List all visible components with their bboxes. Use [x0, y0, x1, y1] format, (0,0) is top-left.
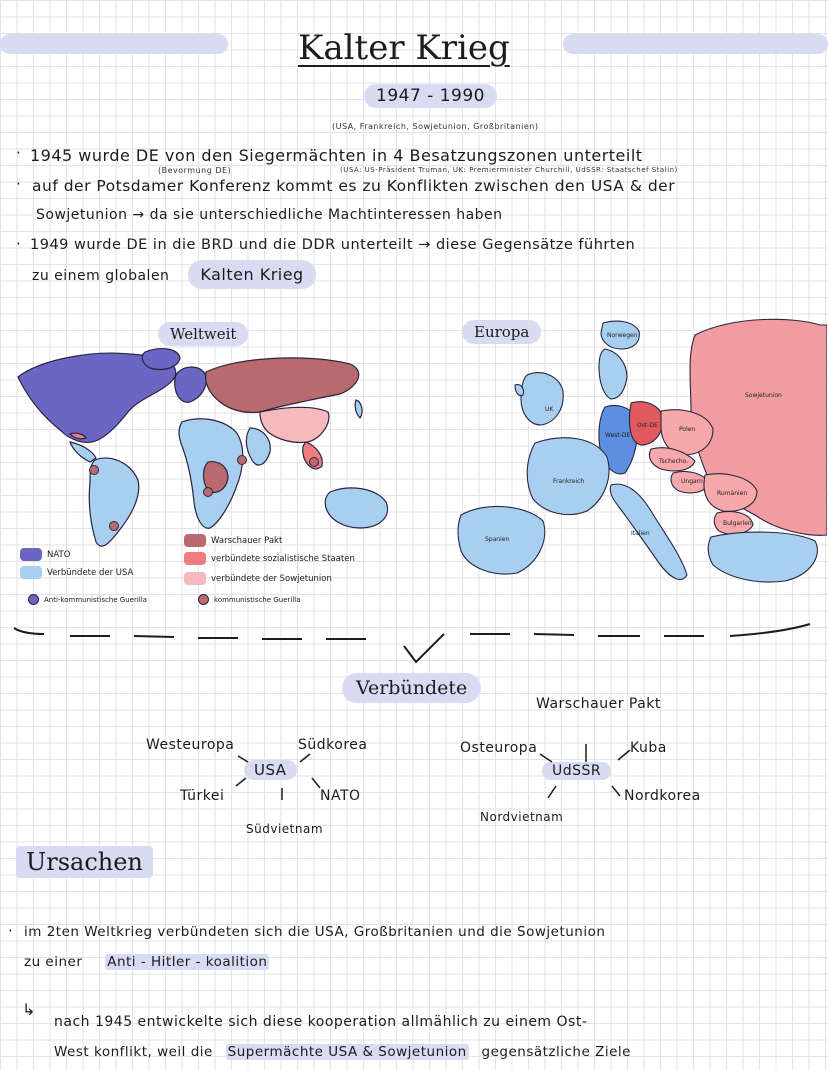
- label-ungarn: Ungarn: [681, 478, 703, 485]
- legend-usa-allies: [20, 566, 133, 579]
- japan: [355, 400, 362, 418]
- turkey-greece: [708, 532, 817, 582]
- bullet-4: ·: [8, 922, 14, 940]
- legend-usa-allies-label: Verbündete der USA: [47, 567, 134, 578]
- ursachen-line-3: nach 1945 entwickelte sich diese kooperation allmählich zu einem Ost-: [54, 1014, 588, 1030]
- legend-anti-guerilla: [28, 594, 147, 605]
- legend-komm-guerilla-label: kommunistische Guerilla: [214, 595, 301, 604]
- intro-line-3: Sowjetunion → da sie unterschiedliche Machtinteressen haben: [36, 207, 503, 223]
- komm-guerilla-dot: [198, 594, 209, 605]
- arrow-icon: ↳: [22, 1000, 36, 1019]
- central-america: [70, 442, 96, 462]
- usa-allies-swatch: [20, 566, 42, 579]
- header-deco-left: [0, 34, 228, 54]
- bullet-2: ·: [16, 175, 22, 193]
- nato-western-europe: [175, 367, 207, 402]
- node-udssr: UdSSR: [542, 762, 611, 780]
- legend-nato: [20, 548, 70, 561]
- powers-note: (USA, Frankreich, Sowjetunion, Großbritanien): [332, 122, 539, 131]
- australia: [325, 488, 387, 528]
- label-bulgarien: Bulgarien: [723, 520, 752, 527]
- warsaw-soviet: [206, 358, 359, 413]
- soviet-allies-swatch: [184, 572, 206, 585]
- node-kuba: Kuba: [630, 740, 667, 756]
- node-warschauer-pakt: Warschauer Pakt: [536, 696, 661, 712]
- allies-connectors: [0, 720, 828, 830]
- kalten-krieg-highlight: Kalten Krieg: [188, 260, 315, 289]
- europe-map-label: Europa: [462, 320, 541, 344]
- anti-hitler-highlight: Anti - Hitler - koalition: [107, 954, 268, 970]
- bullet-3: ·: [16, 235, 22, 253]
- nato-swatch: [20, 548, 42, 561]
- label-tschechoslowakei: Tschecho.: [659, 458, 689, 465]
- page-title: Kalter Krieg: [298, 28, 510, 68]
- ursachen-line-2-prefix: zu einer: [24, 954, 83, 970]
- intro-line-5: [32, 265, 316, 284]
- label-norwegen: Norwegen: [607, 332, 638, 339]
- legend-soviet-allies-label: verbündete der Sowjetunion: [211, 573, 332, 584]
- leaders-note: (USA: US-Präsident Truman, UK: Premierminister Churchill, UdSSR: Staatschef Stalin): [340, 166, 678, 174]
- legend-soviet-allies: [184, 572, 332, 585]
- node-nordvietnam: Nordvietnam: [480, 810, 564, 824]
- supermaechte-highlight: Supermächte USA & Sowjetunion: [227, 1044, 467, 1060]
- socialist-swatch: [184, 552, 206, 565]
- legend-nato-label: NATO: [47, 549, 71, 560]
- legend-komm-guerilla: [198, 594, 301, 605]
- dashed-divider: [0, 612, 828, 672]
- node-suedvietnam: Südvietnam: [246, 822, 324, 836]
- bullet-1: ·: [16, 144, 22, 162]
- label-rumaenien: Rumänien: [717, 490, 748, 497]
- bevormundung-note: (Bevormung DE): [158, 166, 232, 175]
- node-usa: USA: [244, 760, 297, 780]
- ursachen-line-4-prefix: West konflikt, weil die: [54, 1044, 213, 1060]
- ursachen-line-2: [24, 954, 269, 970]
- anti-guerilla-dot: [28, 594, 39, 605]
- node-suedkorea: Südkorea: [298, 737, 368, 753]
- legend-socialist: [184, 552, 355, 565]
- node-osteuropa: Osteuropa: [460, 740, 538, 756]
- china-socialist: [260, 407, 329, 442]
- label-spanien: Spanien: [485, 536, 510, 543]
- label-uk: UK: [545, 406, 554, 413]
- label-west-de: West-DE: [605, 432, 631, 439]
- legend-anti-guerilla-label: Anti-kommunistische Guerilla: [44, 595, 147, 604]
- label-polen: Polen: [679, 426, 696, 433]
- scandinavia: [599, 349, 627, 399]
- legend-warsaw-label: Warschauer Pakt: [211, 535, 283, 546]
- ursachen-line-1: im 2ten Weltkrieg verbündeten sich die USA, Großbritanien und die Sowjetunion: [24, 924, 606, 940]
- intro-line-2: auf der Potsdamer Konferenz kommt es zu Konflikten zwischen den USA & der: [32, 177, 676, 195]
- india-usa-allies: [246, 428, 270, 465]
- warsaw-swatch: [184, 534, 206, 547]
- label-ost-de: Ost-DE: [637, 422, 658, 429]
- uk: [521, 373, 563, 425]
- intro-line-5-prefix: zu einem globalen: [32, 268, 170, 284]
- label-frankreich: Frankreich: [553, 478, 585, 485]
- ursachen-line-4: [54, 1044, 631, 1060]
- checkmark-icon: [404, 634, 444, 662]
- allies-label: Verbündete: [342, 673, 481, 703]
- greenland: [142, 349, 180, 370]
- header-deco-right: [563, 34, 828, 54]
- france: [527, 438, 609, 515]
- node-tuerkei: Türkei: [180, 788, 225, 804]
- node-nordkorea: Nordkorea: [624, 788, 701, 804]
- world-map-label: Weltweit: [158, 322, 248, 346]
- legend-socialist-label: verbündete sozialistische Staaten: [211, 553, 355, 564]
- intro-line-4: 1949 wurde DE in die BRD und die DDR unterteilt → diese Gegensätze führten: [30, 237, 636, 253]
- date-range: 1947 - 1990: [364, 84, 497, 108]
- node-nato: NATO: [320, 788, 361, 804]
- ursachen-heading: Ursachen: [16, 846, 153, 878]
- intro-line-1: 1945 wurde DE von den Siegermächten in 4 Besatzungszonen unterteilt: [30, 146, 643, 165]
- ursachen-line-4-suffix: gegensätzliche Ziele: [481, 1044, 631, 1060]
- label-italien: Italien: [631, 530, 650, 537]
- label-sowjetunion: Sowjetunion: [745, 392, 782, 399]
- node-westeuropa: Westeuropa: [146, 737, 235, 753]
- europe-map: [455, 315, 827, 615]
- legend-warsaw: [184, 534, 282, 547]
- world-map: [10, 342, 410, 552]
